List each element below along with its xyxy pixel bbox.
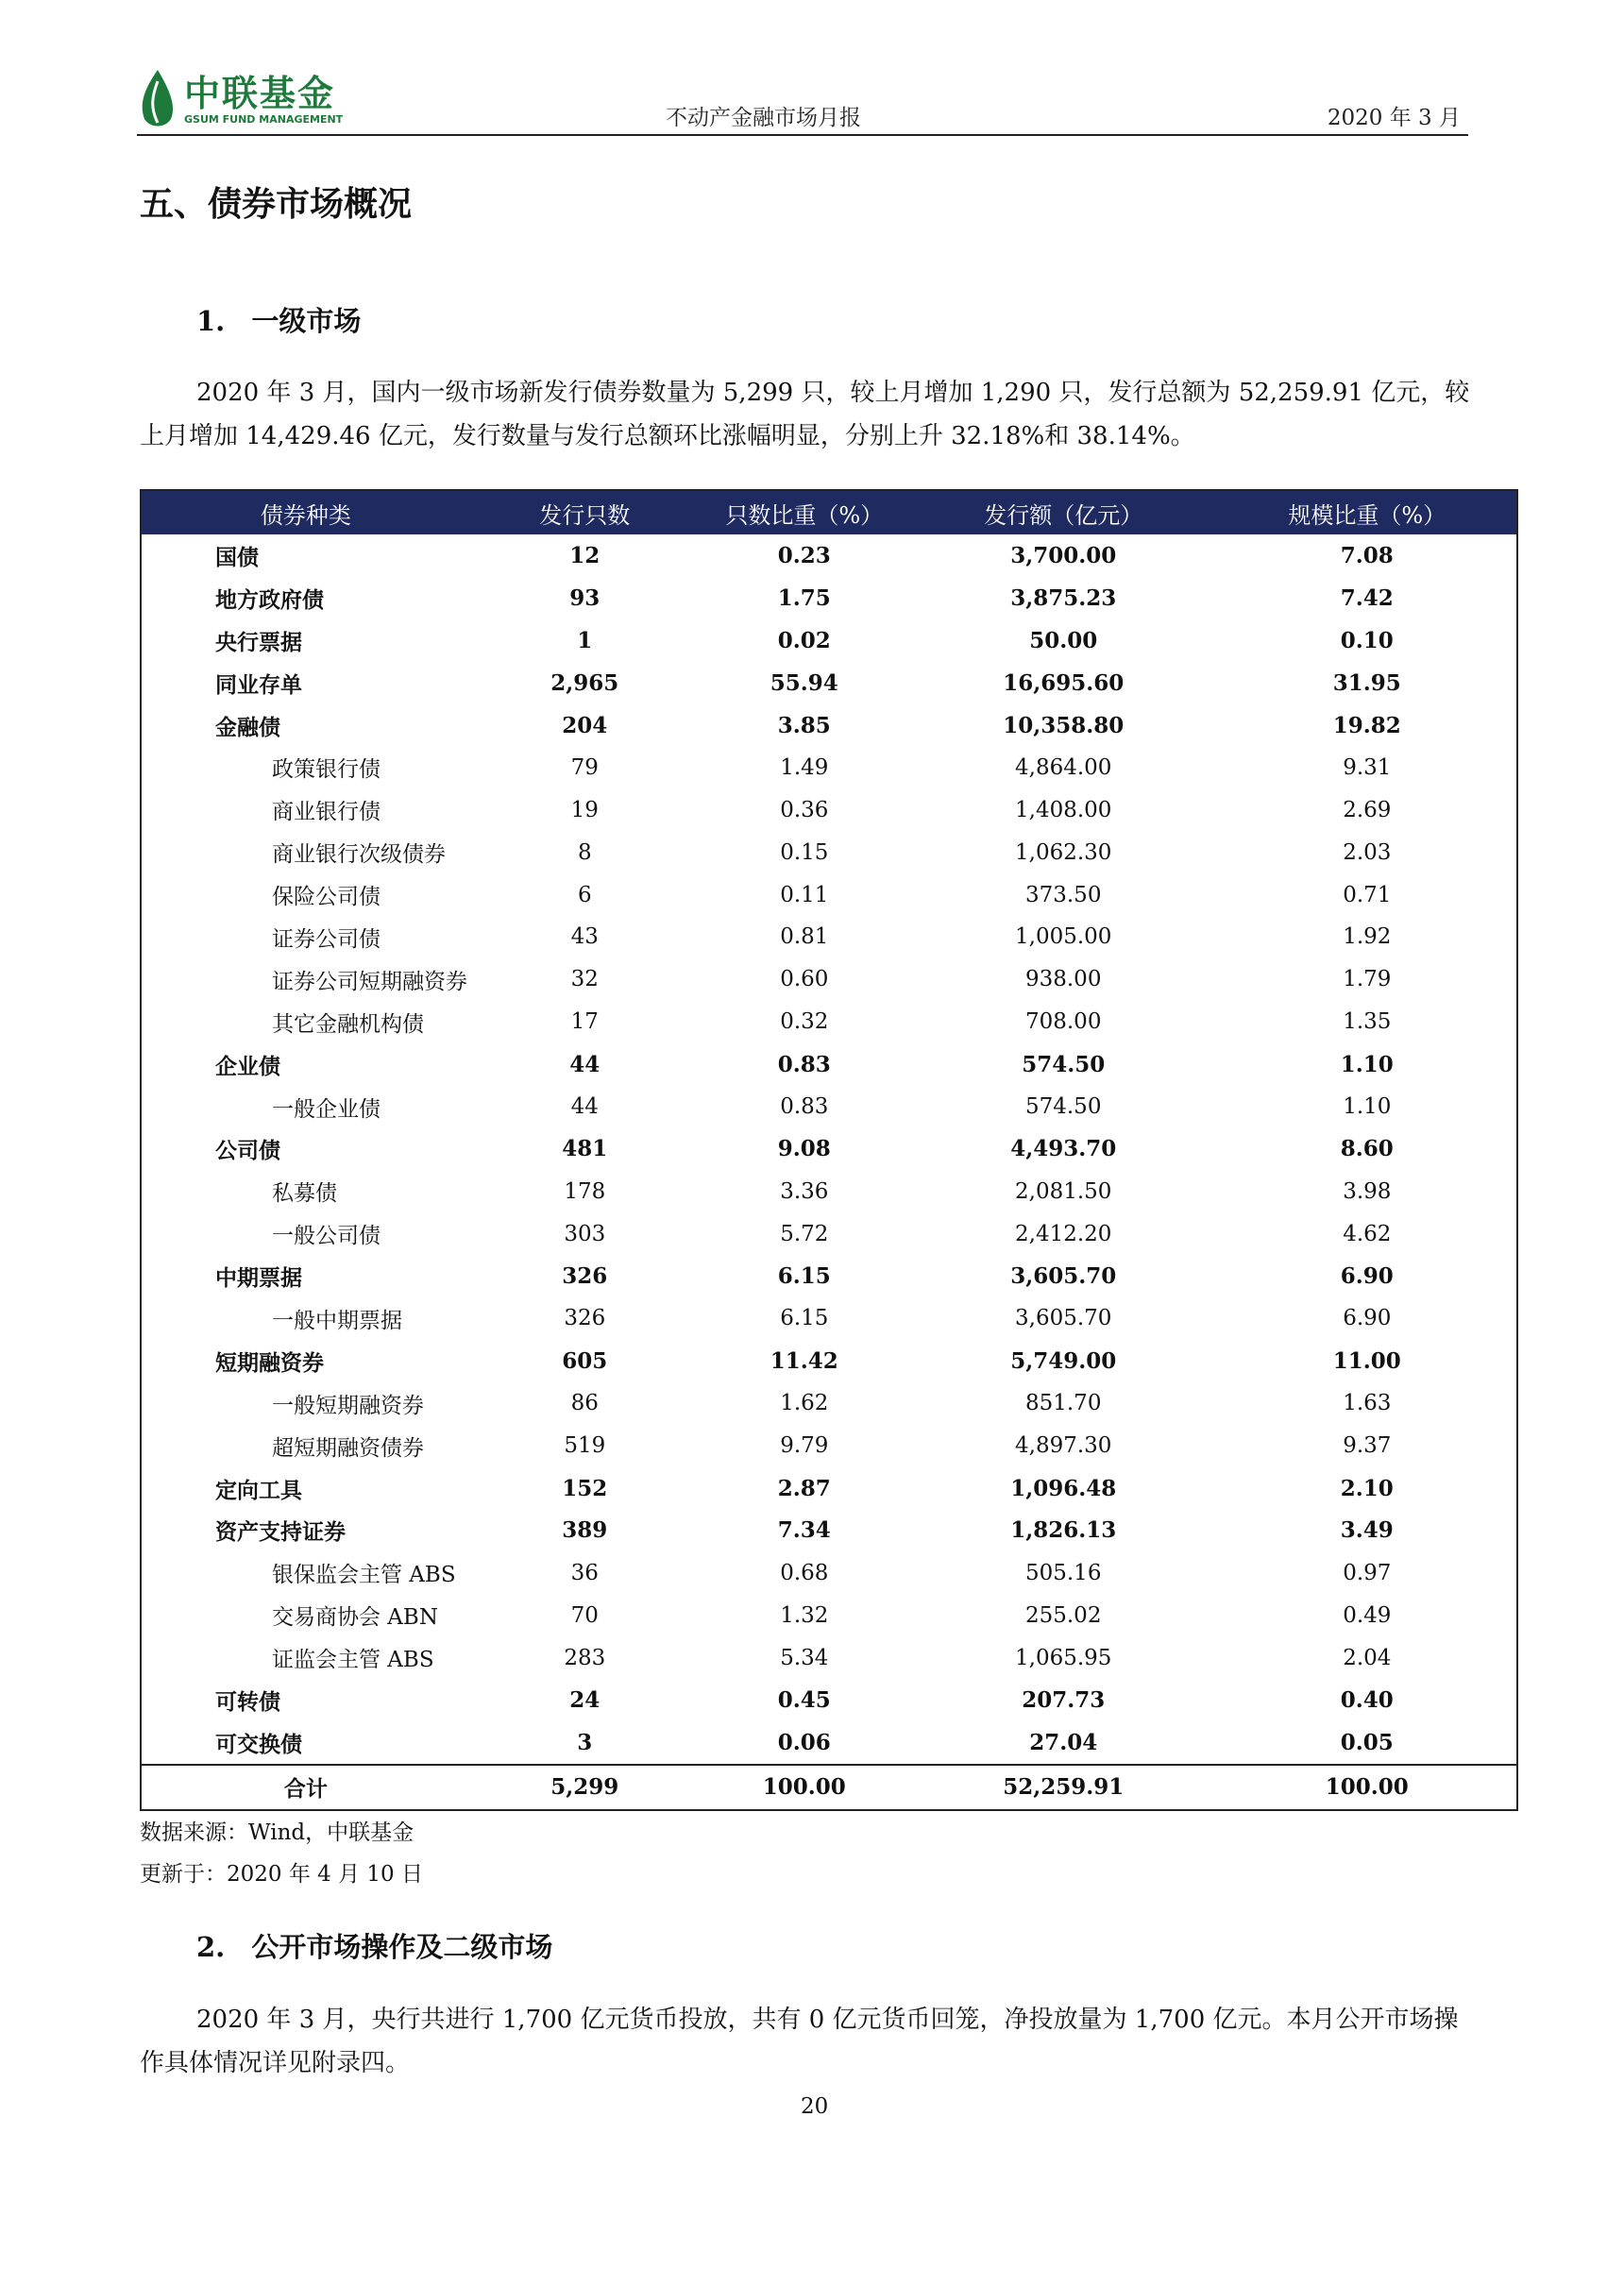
count-pct-cell: 11.42: [770, 1347, 838, 1374]
count-cell: 32: [570, 967, 599, 992]
report-title: 不动产金融市场月报: [666, 106, 861, 130]
amount-pct-cell: 7.42: [1340, 584, 1394, 611]
subsection-2-text: 公开市场操作及二级市场: [251, 1931, 553, 1963]
bond-type-cell: 一般短期融资券: [272, 1393, 424, 1418]
table-row: [141, 619, 1517, 662]
count-cell: 93: [569, 584, 601, 611]
logo-english-name: GSUM FUND MANAGEMENT: [184, 113, 344, 126]
count-pct-cell: 0.32: [780, 1009, 829, 1035]
table-row: [141, 1001, 1517, 1043]
total-label-cell: 合计: [141, 1765, 470, 1810]
bond-type-cell: 公司债: [215, 1138, 280, 1164]
count-pct-cell: 0.83: [780, 1094, 829, 1120]
amount-pct-cell: 3.49: [1340, 1517, 1394, 1544]
table-row: [141, 704, 1517, 747]
bond-type-cell: 可转债: [215, 1688, 280, 1715]
amount-pct-cell: 1.79: [1343, 967, 1392, 992]
count-pct-cell: 1.32: [780, 1602, 829, 1628]
amount-cell: 10,358.80: [1003, 712, 1125, 738]
bond-type-cell: 交易商协会 ABN: [272, 1605, 438, 1631]
subsection-1-title: [196, 300, 361, 339]
count-cell: 6: [577, 882, 592, 907]
count-pct-cell: 5.72: [780, 1221, 829, 1246]
count-pct-cell: 0.45: [777, 1686, 831, 1713]
page-header: [137, 59, 1468, 136]
amount-cell: 1,826.13: [1010, 1517, 1117, 1544]
amount-pct-cell: 1.63: [1343, 1391, 1392, 1416]
count-cell: 326: [562, 1263, 608, 1290]
table-row: [141, 1255, 1517, 1297]
bond-type-cell: 一般企业债: [272, 1096, 381, 1122]
amount-cell: 5,749.00: [1010, 1347, 1117, 1374]
count-cell: 303: [564, 1221, 606, 1246]
amount-cell: 938.00: [1024, 967, 1102, 992]
count-cell: 152: [562, 1475, 608, 1501]
table-row: [141, 662, 1517, 704]
amount-pct-cell: 2.03: [1343, 839, 1392, 865]
count-cell: 178: [564, 1178, 606, 1204]
count-cell: 481: [562, 1136, 608, 1162]
table-row: [141, 916, 1517, 958]
amount-pct-cell: 6.90: [1340, 1263, 1394, 1290]
table-row: [141, 534, 1517, 577]
count-cell: 24: [569, 1686, 601, 1713]
count-cell: 43: [570, 924, 599, 950]
count-cell: 204: [562, 712, 608, 738]
bond-type-cell: 政策银行债: [272, 757, 381, 783]
table-row: [141, 1721, 1517, 1765]
amount-pct-cell: 11.00: [1332, 1347, 1401, 1374]
subsection-1-text: 一级市场: [251, 305, 362, 337]
count-pct-cell: 7.34: [777, 1517, 831, 1544]
count-cell: 8: [577, 839, 592, 865]
amount-cell: 3,875.23: [1010, 584, 1117, 611]
amount-pct-cell: 0.71: [1343, 882, 1392, 907]
count-pct-cell: 1.62: [780, 1391, 829, 1416]
amount-cell: 1,096.48: [1010, 1475, 1117, 1501]
total-amount-pct-cell: 100.00: [1218, 1765, 1517, 1810]
amount-cell: 851.70: [1024, 1391, 1102, 1416]
count-pct-cell: 3.36: [780, 1178, 829, 1204]
count-cell: 19: [570, 797, 599, 822]
count-cell: 519: [564, 1433, 606, 1459]
col-header-count-pct: 只数比重（%）: [725, 501, 884, 529]
count-pct-cell: 0.36: [780, 797, 829, 822]
amount-cell: 2,081.50: [1015, 1178, 1112, 1204]
bond-type-cell: 定向工具: [215, 1477, 302, 1503]
amount-pct-cell: 0.10: [1340, 627, 1394, 653]
amount-cell: 1,408.00: [1015, 797, 1112, 822]
amount-pct-cell: 1.10: [1340, 1051, 1394, 1077]
table-row: [141, 746, 1517, 788]
count-cell: 79: [570, 754, 599, 780]
count-pct-cell: 0.11: [780, 882, 829, 907]
bond-type-cell: 商业银行债: [272, 800, 381, 825]
count-cell: 326: [564, 1306, 606, 1331]
bond-type-cell: 一般中期票据: [272, 1308, 402, 1333]
bond-type-cell: 商业银行次级债券: [272, 842, 446, 868]
count-pct-cell: 6.15: [780, 1306, 829, 1331]
total-amount-cell: 52,259.91: [909, 1765, 1218, 1810]
amount-pct-cell: 1.92: [1343, 924, 1392, 950]
count-cell: 2,965: [550, 669, 619, 696]
table-row: [141, 1297, 1517, 1340]
table-row: [141, 1679, 1517, 1721]
table-row: [141, 1509, 1517, 1551]
count-pct-cell: 2.87: [777, 1475, 831, 1501]
count-cell: 44: [570, 1094, 599, 1120]
bond-type-cell: 央行票据: [215, 629, 302, 655]
amount-pct-cell: 2.69: [1343, 797, 1392, 822]
count-cell: 605: [562, 1347, 608, 1374]
count-pct-cell: 3.85: [777, 712, 831, 738]
table-row: [141, 1467, 1517, 1510]
amount-cell: 16,695.60: [1003, 669, 1125, 696]
section-title: 五、债券市场概况: [140, 184, 413, 224]
amount-pct-cell: 19.82: [1332, 712, 1401, 738]
bond-type-cell: 地方政府债: [215, 586, 324, 613]
amount-cell: 2,412.20: [1015, 1221, 1112, 1246]
report-date: 2020 年 3 月: [1327, 106, 1461, 130]
count-pct-cell: 5.34: [780, 1645, 829, 1670]
leaf-logo-icon: [137, 68, 178, 130]
table-row: [141, 1594, 1517, 1636]
logo-chinese-name: 中联基金: [184, 73, 336, 114]
count-pct-cell: 1.49: [780, 754, 829, 780]
bond-type-cell: 中期票据: [215, 1265, 302, 1292]
paragraph-open-market: 2020 年 3 月，央行共进行 1,700 亿元货币投放，共有 0 亿元货币回笼，净投放量为 1,700 亿元。本月公开市场操作具体情况详见附录四。: [140, 2006, 1459, 2077]
count-cell: 12: [569, 542, 601, 568]
count-pct-cell: 9.79: [780, 1433, 829, 1459]
col-header-type: 债券种类: [260, 501, 351, 529]
bond-type-cell: 金融债: [215, 714, 280, 740]
amount-pct-cell: 31.95: [1332, 669, 1401, 696]
table-total-row: [141, 1765, 1517, 1810]
amount-cell: 1,005.00: [1015, 924, 1112, 950]
page-number: 20: [801, 2094, 829, 2119]
amount-pct-cell: 3.98: [1343, 1178, 1392, 1204]
bond-type-cell: 其它金融机构债: [272, 1011, 424, 1037]
update-date-note: 更新于：2020 年 4 月 10 日: [140, 1862, 423, 1887]
col-header-count: 发行只数: [539, 501, 631, 529]
bond-type-cell: 可交换债: [215, 1731, 302, 1757]
amount-pct-cell: 2.04: [1343, 1645, 1392, 1670]
table-row: [141, 1170, 1517, 1212]
count-pct-cell: 0.60: [780, 967, 829, 992]
table-row: [141, 1382, 1517, 1425]
amount-cell: 3,700.00: [1010, 542, 1117, 568]
amount-pct-cell: 7.08: [1340, 542, 1394, 568]
count-cell: 86: [570, 1391, 599, 1416]
total-count-cell: 5,299: [470, 1765, 700, 1810]
subsection-2-number: 2.: [196, 1931, 226, 1963]
count-pct-cell: 0.83: [777, 1051, 831, 1077]
amount-pct-cell: 4.62: [1343, 1221, 1392, 1246]
amount-pct-cell: 0.49: [1343, 1602, 1392, 1628]
count-pct-cell: 0.06: [777, 1729, 831, 1755]
bond-issuance-table: [140, 489, 1518, 1811]
bond-type-cell: 国债: [215, 544, 259, 570]
amount-pct-cell: 2.10: [1340, 1475, 1394, 1501]
count-pct-cell: 1.75: [777, 584, 831, 611]
amount-cell: 255.02: [1024, 1602, 1102, 1628]
count-cell: 17: [570, 1009, 599, 1035]
bond-type-cell: 证券公司短期融资券: [272, 969, 467, 994]
table-row: [141, 1043, 1517, 1086]
count-cell: 70: [570, 1602, 599, 1628]
bond-type-cell: 超短期融资债券: [272, 1435, 424, 1461]
table-row: [141, 873, 1517, 916]
amount-pct-cell: 9.31: [1343, 754, 1392, 780]
table-row: [141, 831, 1517, 873]
paragraph-primary-market: 2020 年 3 月，国内一级市场新发行债券数量为 5,299 只，较上月增加 1,290 只，发行总额为 52,259.91 亿元，较上月增加 14,429.46 亿元，发行数量与发行总额环比涨幅明显，分别上升 32.18%和 38.14%。: [140, 379, 1470, 450]
table-row: [141, 1212, 1517, 1255]
count-cell: 44: [569, 1051, 601, 1077]
count-pct-cell: 6.15: [777, 1263, 831, 1290]
bond-type-cell: 企业债: [215, 1053, 280, 1079]
bond-type-cell: 资产支持证券: [215, 1519, 346, 1546]
count-pct-cell: 55.94: [770, 669, 838, 696]
bond-type-cell: 私募债: [272, 1181, 337, 1207]
company-logo: [137, 64, 354, 132]
count-cell: 283: [564, 1645, 606, 1670]
subsection-2-title: [196, 1926, 552, 1965]
table-row: [141, 1636, 1517, 1679]
amount-cell: 1,065.95: [1015, 1645, 1112, 1670]
amount-cell: 574.50: [1024, 1094, 1102, 1120]
table-row: [141, 1340, 1517, 1382]
amount-pct-cell: 0.40: [1340, 1686, 1394, 1713]
count-pct-cell: 0.68: [780, 1560, 829, 1585]
amount-cell: 708.00: [1024, 1009, 1102, 1035]
count-cell: 36: [570, 1560, 599, 1585]
amount-cell: 373.50: [1024, 882, 1102, 907]
count-cell: 1: [577, 627, 593, 653]
bond-type-cell: 证监会主管 ABS: [272, 1648, 434, 1673]
amount-cell: 4,897.30: [1015, 1433, 1112, 1459]
table-row: [141, 577, 1517, 619]
amount-cell: 207.73: [1022, 1686, 1106, 1713]
table-row: [141, 958, 1517, 1001]
amount-pct-cell: 1.10: [1343, 1094, 1392, 1120]
count-pct-cell: 9.08: [777, 1136, 831, 1162]
amount-cell: 3,605.70: [1010, 1263, 1117, 1290]
table-row: [141, 788, 1517, 831]
amount-cell: 4,864.00: [1015, 754, 1112, 780]
amount-pct-cell: 6.90: [1343, 1306, 1392, 1331]
count-pct-cell: 0.81: [780, 924, 829, 950]
table-row: [141, 1551, 1517, 1594]
bond-type-cell: 同业存单: [215, 671, 302, 698]
bond-type-cell: 一般公司债: [272, 1224, 381, 1249]
bond-type-cell: 保险公司债: [272, 885, 381, 910]
amount-cell: 3,605.70: [1015, 1306, 1112, 1331]
amount-pct-cell: 9.37: [1343, 1433, 1392, 1459]
table-row: [141, 1425, 1517, 1467]
bond-type-cell: 短期融资券: [215, 1349, 324, 1376]
bond-type-cell: 证券公司债: [272, 926, 381, 952]
amount-pct-cell: 8.60: [1340, 1136, 1394, 1162]
bond-type-cell: 银保监会主管 ABS: [272, 1563, 456, 1588]
col-header-amount: 发行额（亿元）: [984, 501, 1143, 529]
data-source-note: 数据来源：Wind，中联基金: [140, 1820, 414, 1845]
table-body: [141, 534, 1517, 1810]
amount-cell: 1,062.30: [1015, 839, 1112, 865]
count-pct-cell: 0.02: [777, 627, 831, 653]
amount-cell: 505.16: [1024, 1560, 1102, 1585]
count-cell: 3: [577, 1729, 593, 1755]
total-count-pct-cell: 100.00: [700, 1765, 909, 1810]
amount-cell: 4,493.70: [1010, 1136, 1117, 1162]
count-pct-cell: 0.15: [780, 839, 829, 865]
amount-cell: 27.04: [1029, 1729, 1098, 1755]
table-row: [141, 1086, 1517, 1128]
amount-pct-cell: 0.97: [1343, 1560, 1392, 1585]
amount-cell: 50.00: [1029, 627, 1098, 653]
table-header-row: [141, 490, 1517, 534]
table-row: [141, 1127, 1517, 1170]
count-pct-cell: 0.23: [777, 542, 831, 568]
col-header-amount-pct: 规模比重（%）: [1288, 501, 1446, 529]
amount-pct-cell: 1.35: [1343, 1009, 1392, 1035]
amount-cell: 574.50: [1022, 1051, 1106, 1077]
subsection-1-number: 1.: [196, 305, 226, 337]
count-cell: 389: [562, 1517, 608, 1544]
amount-pct-cell: 0.05: [1340, 1729, 1394, 1755]
